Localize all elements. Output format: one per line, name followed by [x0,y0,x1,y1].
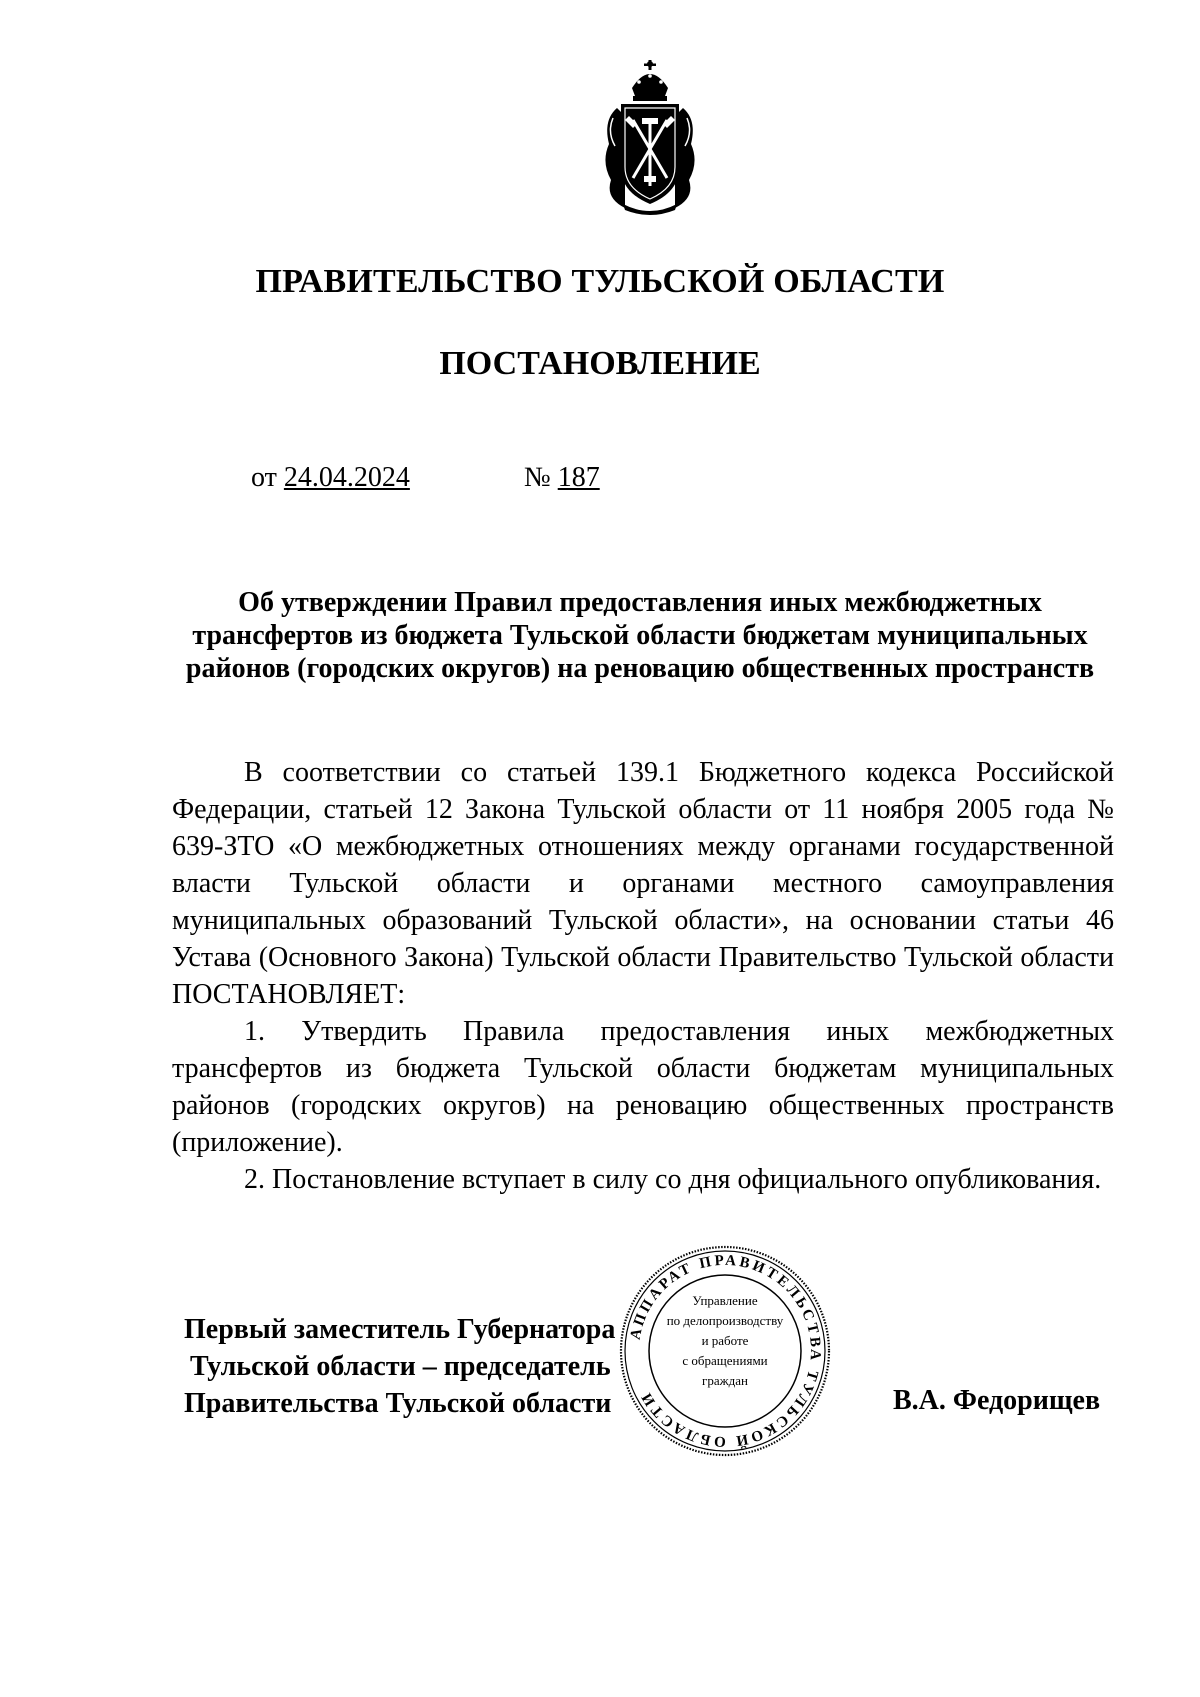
subject-line: районов (городских округов) на реновацию общественных пространств [185,653,1095,684]
tula-coat-of-arms-icon [595,58,705,218]
signer-position-line: Первый заместитель Губернатора [184,1314,616,1345]
stamp-center-line: с обращениями [682,1353,768,1368]
stamp-center-line: граждан [702,1373,748,1388]
document-subject [170,586,1110,685]
document-date [251,462,410,494]
official-stamp [617,1243,833,1459]
document-type: ПОСТАНОВЛЕНИЕ [439,345,761,382]
number-prefix: № [524,462,551,493]
stamp-center-line: и работе [701,1333,749,1348]
signer-position-line: Правительства Тульской области [184,1388,612,1419]
stamp-center-line: по делопроизводству [666,1313,784,1328]
item-2-paragraph: 2. Постановление вступает в силу со дня официального опубликования. [244,1164,1102,1195]
subject-line: трансфертов из бюджета Тульской области бюджетам муниципальных [192,620,1088,651]
document-body [172,754,1114,1198]
government-name: ПРАВИТЕЛЬСТВО ТУЛЬСКОЙ ОБЛАСТИ [255,263,945,300]
signer-position-line: Тульской области – председатель [190,1351,611,1382]
preamble-paragraph: В соответствии со статьей 139.1 Бюджетного кодекса Российской Федерации, статьей 12 Закона Тульской области от 11 ноября 2005 года № 639-ЗТО «О межбюджетных отношениях между органами государственной власти Тульской области и органами местного самоуправления муниципальных образований Тульской области», на основании статьи 46 Устава (Основного Закона) Тульской области Правительство Тульской области ПОСТАНОВЛЯЕТ: [172,757,1114,1010]
signer-position [184,1311,615,1422]
document-number [524,462,600,494]
number-value: 187 [557,462,600,493]
subject-line: Об утверждении Правил предоставления иных межбюджетных [238,587,1042,618]
svg-text:АППАРАТ ПРАВИТЕЛЬСТВА ТУЛЬСКОЙ [628,1253,824,1450]
item-1-paragraph: 1. Утвердить Правила предоставления иных межбюджетных трансфертов из бюджета Тульской области бюджетам муниципальных районов (городских округов) на реновацию общественных пространств (приложение). [172,1016,1114,1158]
stamp-ring-text: АППАРАТ ПРАВИТЕЛЬСТВА ТУЛЬСКОЙ ОБЛАСТИ [627,1252,824,1450]
date-prefix: от [251,462,277,493]
stamp-center-line: Управление [692,1293,758,1308]
date-value: 24.04.2024 [283,462,410,493]
signer-name: В.А. Федорищев [893,1385,1101,1416]
